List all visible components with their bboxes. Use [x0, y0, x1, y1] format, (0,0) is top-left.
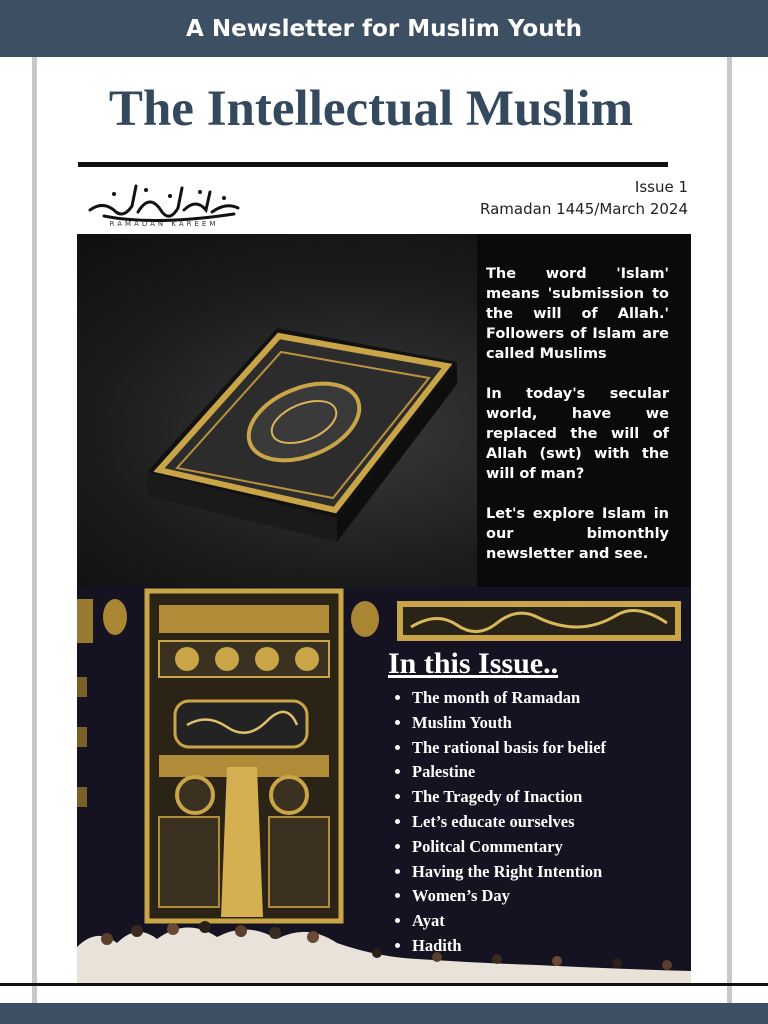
- issue-number: Issue 1: [634, 178, 688, 196]
- contents-item: • Politcal Commentary: [412, 835, 606, 860]
- bottom-banner: [0, 1003, 768, 1024]
- issue-date: Ramadan 1445/March 2024: [480, 200, 688, 218]
- contents-item: • Muslim Youth: [412, 711, 606, 736]
- ramadan-kareem-caption: RAMADAN KAREEM: [109, 220, 219, 228]
- top-banner: [0, 0, 768, 57]
- newsletter-title: The Intellectual Muslim: [108, 81, 634, 137]
- contents-item: • The rational basis for belief: [412, 736, 606, 761]
- contents-item: • Hadith: [412, 934, 606, 959]
- intro-paragraph: Let's explore Islam in our bimonthly newsletter and see.: [486, 506, 669, 562]
- contents-item: • The Tragedy of Inaction: [412, 785, 606, 810]
- newsletter-tagline: A Newsletter for Muslim Youth: [186, 15, 582, 42]
- contents-item: • The month of Ramadan: [412, 686, 606, 711]
- intro-paragraph: The word 'Islam' means 'submission to the will of Allah.' Followers of Islam are called Muslims: [486, 266, 669, 362]
- right-border-rule: [727, 57, 732, 1003]
- contents-item: • Women’s Day: [412, 884, 606, 909]
- contents-item: • Let’s educate ourselves: [412, 810, 606, 835]
- contents-list: [388, 686, 606, 959]
- bottom-divider: [0, 983, 768, 986]
- intro-text: [486, 264, 669, 584]
- contents-item: • Palestine: [412, 760, 606, 785]
- intro-paragraph: In today's secular world, have we replaced the will of Allah (swt) with the will of man?: [486, 386, 669, 482]
- contents-item: • Ayat: [412, 909, 606, 934]
- contents-title: In this Issue..: [388, 647, 559, 680]
- contents-section: [77, 587, 691, 983]
- quran-book-image: [107, 322, 467, 562]
- masthead-divider: [78, 162, 668, 167]
- hero-quran-image: [77, 234, 691, 587]
- contents-item: • Having the Right Intention: [412, 860, 606, 885]
- issue-info: [480, 176, 688, 220]
- left-border-rule: [32, 57, 37, 1003]
